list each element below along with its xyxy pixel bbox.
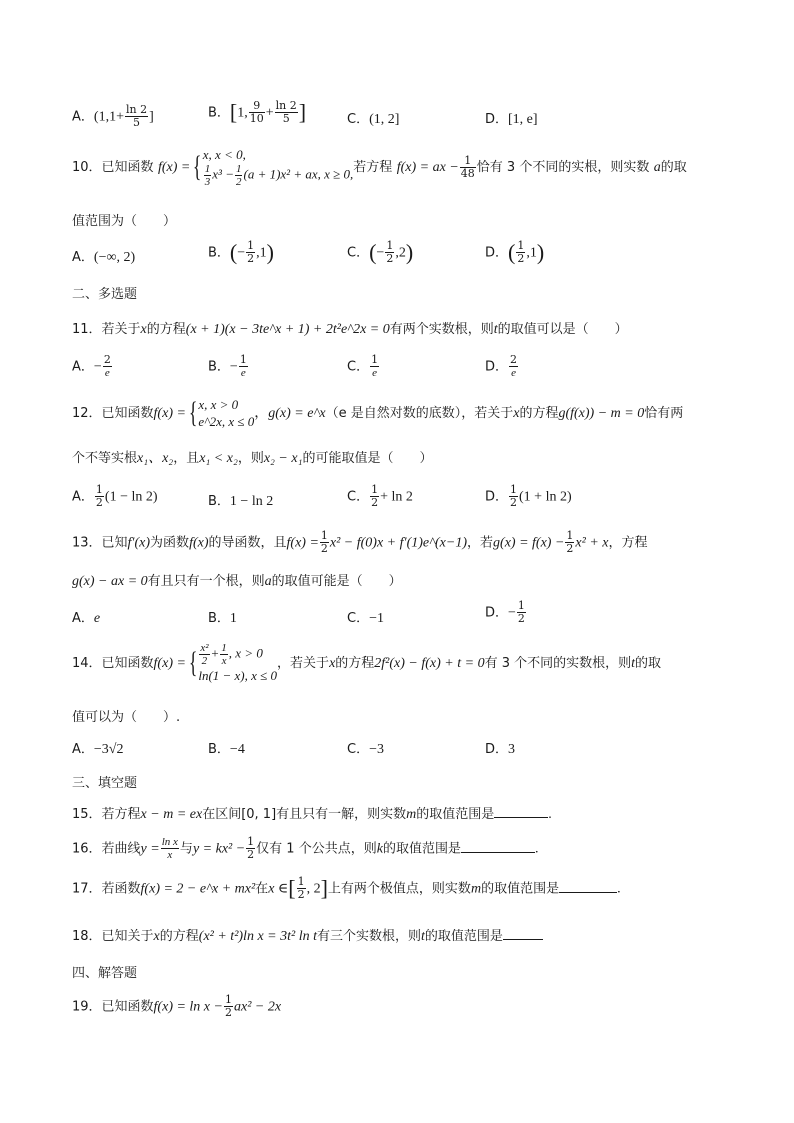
option-label: C．: [347, 112, 370, 127]
question-12: 12．已知函数f(x) ={ x, x > 0 e^2x, x ≤ 0 ，g(x) = e^x（e 是自然对数的底数），若关于x的方程g(f(x)) − m = 0恰有两: [72, 396, 684, 429]
answer-blank[interactable]: [559, 892, 617, 893]
option-label: D．: [485, 112, 509, 127]
answer-blank[interactable]: [494, 817, 548, 818]
q13-option-b[interactable]: B．1: [208, 611, 237, 626]
question-19: 19．已知函数f(x) = ln x − $\frac{1}{2}$ ax² − 2x: [72, 993, 282, 1019]
question-13-line2: g(x) − ax = 0有且只有一个根，则a的取值可能是（ ）: [72, 574, 402, 589]
question-15: 15．若方程x − m = ex在区间[0, 1]有且只有一解，则实数m的取值范围是 .: [72, 807, 552, 822]
question-13: 13．已知f′(x)为函数f(x)的导函数，且f(x) = $\frac{1}{2}$ x² − f(0)x + f′(1)e^(x−1)，若g(x) = f(x) − $\frac{1}{2}$ x² + x，方程: [72, 529, 648, 555]
q11-option-a[interactable]: A．− $\frac{2}{e}$: [72, 353, 111, 379]
q14-option-d[interactable]: D．3: [485, 742, 516, 757]
section-heading-fill-blank: 三、填空题: [72, 776, 138, 791]
q9-option-b[interactable]: B．[1, $\frac{9}{10}$ + $\frac{\ln 2}{5}$ ]: [208, 99, 307, 125]
question-14: 14．已知函数f(x) ={ $\frac{\text{x²}}{2}$ + $\frac{1}{x}$ , x > 0 ln(1 − x), x ≤ 0 ，若关于x的方程2f²(x) − f(x) + t = 0有 3 个不同的实数根，则t的取: [72, 642, 662, 683]
q14-option-a[interactable]: A．−3√2: [72, 742, 124, 757]
q12-option-a[interactable]: A． $\frac{1}{2}$ (1 − ln 2): [72, 483, 158, 509]
q14-option-b[interactable]: B．−4: [208, 742, 245, 757]
q10-option-c[interactable]: C．(− $\frac{1}{2}$ ,2): [347, 239, 414, 265]
q11-option-c[interactable]: C． $\frac{1}{e}$: [347, 353, 379, 379]
question-16: 16．若曲线y = $\frac{\text{ln x}}{x}$ 与y = kx² − $\frac{1}{2}$ 仅有 1 个公共点，则k的取值范围是 .: [72, 835, 539, 861]
question-10: 10．已知函数 f(x) ={ x, x < 0, $\frac{1}{3}$ x³ − $\frac{1}{2}$ (a + 1)x² + ax, x ≥ 0, 若方程 f(x) = ax − $\frac{1}{48}$ 恰有 3 个不同的实根，则实数 a的取: [72, 147, 687, 188]
q11-option-b[interactable]: B．− $\frac{1}{e}$: [208, 353, 247, 379]
q10-option-d[interactable]: D．( $\frac{1}{2}$ ,1): [485, 239, 545, 265]
question-14-line2: 值可以为（ ）.: [72, 710, 181, 725]
q13-option-a[interactable]: A．e: [72, 611, 101, 626]
q12-option-d[interactable]: D． $\frac{1}{2}$ (1 + ln 2): [485, 483, 572, 509]
question-11: 11．若关于x的方程(x + 1)(x − 3te^x + 1) + 2t²e^2x = 0有两个实数根，则t的取值可以是（ ）: [72, 322, 628, 337]
section-heading-multi-choice: 二、多选题: [72, 287, 138, 302]
piecewise: $\frac{\text{x²}}{2}$ + $\frac{1}{x}$ , x > 0 ln(1 − x), x ≤ 0: [198, 642, 278, 683]
option-label: A．: [72, 109, 94, 125]
answer-blank[interactable]: [503, 939, 543, 940]
q12-option-c[interactable]: C． $\frac{1}{2}$ + ln 2: [347, 483, 413, 509]
section-heading-solution: 四、解答题: [72, 966, 138, 981]
answer-blank[interactable]: [461, 852, 535, 853]
q14-option-c[interactable]: C．−3: [347, 742, 384, 757]
question-18: 18．已知关于x的方程(x² + t²)ln x = 3t² ln t有三个实数根，则t的取值范围是: [72, 925, 543, 945]
q9-option-c[interactable]: C．(1, 2]: [347, 112, 400, 127]
q9-option-d[interactable]: D．[1, e]: [485, 112, 538, 127]
q13-option-c[interactable]: C．−1: [347, 611, 384, 626]
question-10-line2: 值范围为（ ）: [72, 214, 177, 229]
q10-option-b[interactable]: B．(− $\frac{1}{2}$ ,1): [208, 239, 274, 265]
q9-option-a[interactable]: A．(1,1+ $\frac{\ln 2}{5}$ ]: [72, 103, 154, 129]
q12-option-b[interactable]: B．1 − ln 2: [208, 494, 274, 509]
q11-option-d[interactable]: D． $\frac{2}{e}$: [485, 353, 518, 379]
question-17: 17．若函数f(x) = 2 − e^x + mx²在x ∈[ $\frac{1}{2}$ , 2]上有两个极值点，则实数m的取值范围是 .: [72, 875, 621, 901]
q10-option-a[interactable]: A．(−∞, 2): [72, 250, 136, 265]
piecewise: x, x > 0 e^2x, x ≤ 0: [198, 397, 255, 429]
q13-option-d[interactable]: D．− $\frac{1}{2}$: [485, 599, 525, 625]
question-12-line2: 个不等实根x₁、x₂，且x₁ < x₂，则x₂ − x₁的可能取值是（ ）: [72, 451, 433, 466]
piecewise: x, x < 0, $\frac{1}{3}$ x³ − $\frac{1}{2}$ (a + 1)x² + ax, x ≥ 0,: [202, 147, 354, 188]
option-label: B．: [208, 105, 230, 121]
